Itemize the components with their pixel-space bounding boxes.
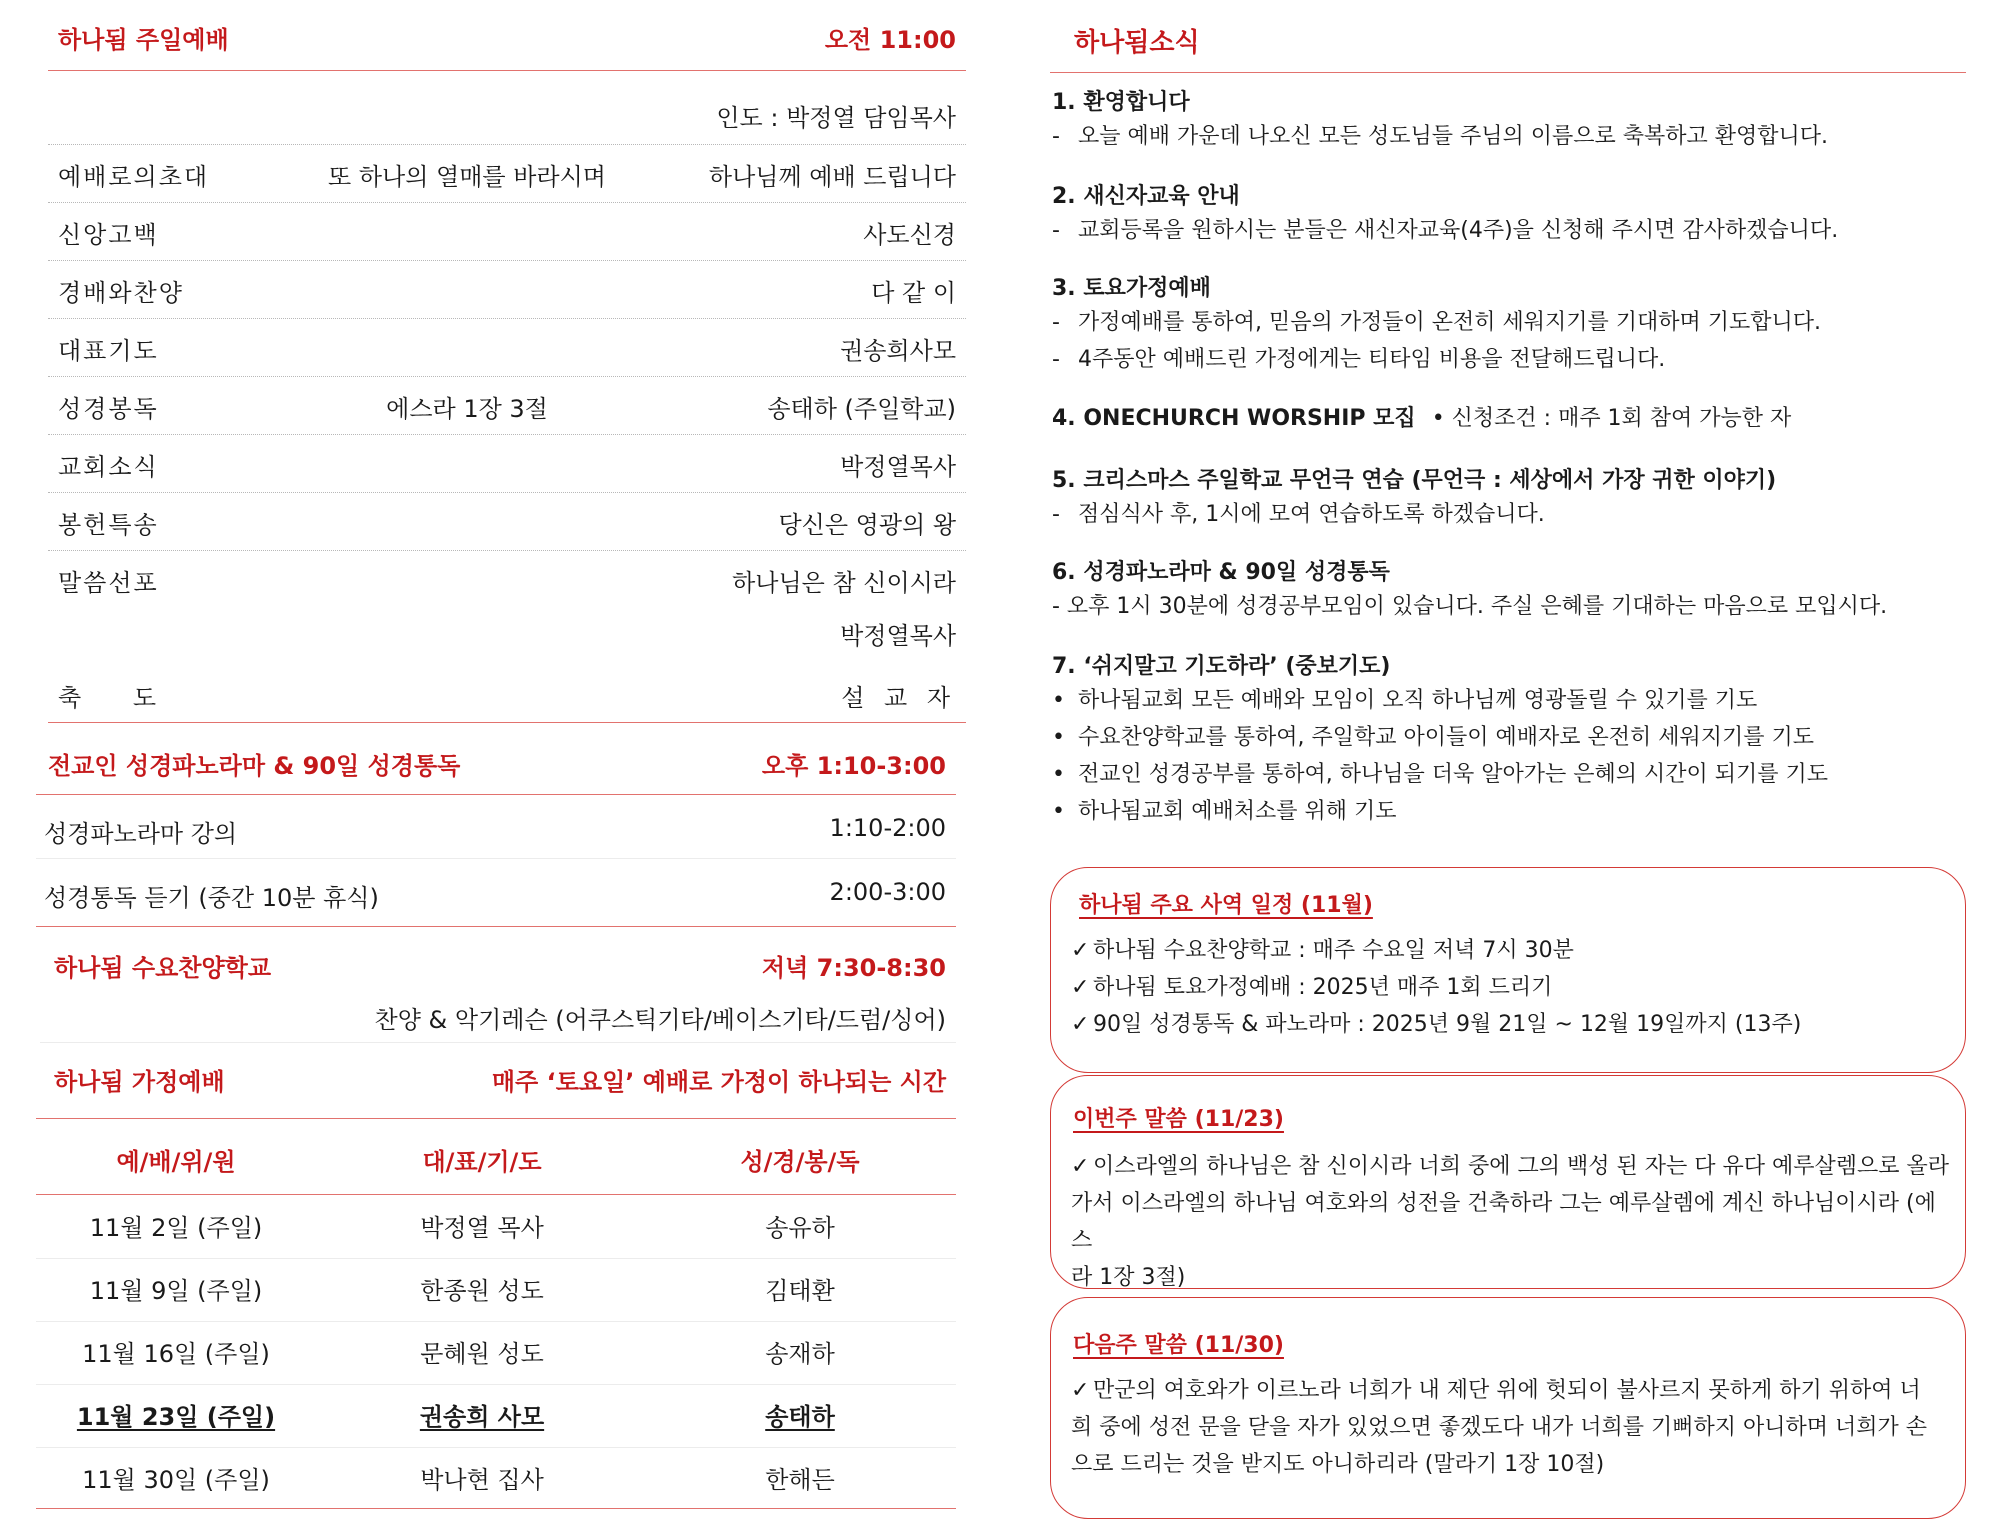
panorama-reading-time: 2:00-3:00	[829, 878, 946, 906]
news-item-heading	[1052, 88, 1952, 118]
news-item-text: 수요찬양학교를 통하여, 주일학교 아이들이 예배자로 온전히 세워지기를 기도	[1078, 725, 1815, 750]
worship-row-label: 신앙고백	[58, 220, 159, 249]
divider	[48, 376, 966, 377]
this-week-word-text	[1071, 1148, 1951, 1296]
family-row-reading: 송태하	[765, 1403, 835, 1431]
schedule-box-text: 90일 성경통독 & 파노라마 : 2025년 9월 21일 ~ 12월 19일까지 (13주)	[1093, 1012, 1802, 1037]
news-item	[1052, 466, 1952, 533]
schedule-box-line	[1071, 932, 1801, 969]
family-worship-title: 하나됨 가정예배	[54, 1068, 225, 1096]
news-item	[1052, 404, 1952, 434]
worship-row	[58, 154, 956, 194]
family-row-reading: 한해든	[765, 1466, 835, 1494]
news-item-heading-text: 7. ‘쉬지말고 기도하라’ (중보기도)	[1052, 654, 1391, 679]
news-item-text: 전교인 성경공부를 통하여, 하나님을 더욱 알아가는 은혜의 시간이 되기를 기도	[1078, 762, 1828, 787]
news-item-heading	[1052, 652, 1952, 682]
divider	[48, 144, 966, 145]
worship-row-leader: 하나님께 예배 드립니다	[708, 162, 956, 191]
divider	[48, 550, 966, 551]
sunday-service-title: 하나됨 주일예배	[58, 26, 229, 54]
next-week-word-text	[1071, 1372, 1951, 1483]
wednesday-description: 찬양 & 악기레슨 (어쿠스틱기타/베이스기타/드럼/싱어)	[374, 1006, 946, 1034]
divider	[36, 1194, 956, 1195]
news-item-heading	[1052, 558, 1952, 588]
this-week-line	[1071, 1148, 1951, 1185]
next-week-text: 으로 드리는 것을 받지도 아니하리라 (말라기 1장 10절)	[1071, 1452, 1605, 1477]
news-item-heading-text: 6. 성경파노라마 & 90일 성경통독	[1052, 560, 1390, 585]
worship-row-label: 성경봉독	[58, 394, 159, 423]
worship-row-leader: 당신은 영광의 왕	[778, 510, 956, 539]
worship-row-leader: 하나님은 참 신이시라	[732, 568, 956, 597]
divider	[48, 202, 966, 203]
worship-row	[58, 212, 956, 252]
news-item-text: 하나됨교회 예배처소를 위해 기도	[1078, 799, 1397, 824]
news-item-heading-text: 3. 토요가정예배	[1052, 276, 1211, 301]
panorama-lecture-time: 1:10-2:00	[829, 814, 946, 842]
schedule-box-line	[1071, 969, 1801, 1006]
this-week-line	[1071, 1259, 1951, 1296]
news-item-line	[1052, 588, 1952, 625]
next-week-text: 희 중에 성전 문을 닫을 자가 있었으면 좋겠도다 내가 너희를 기뻐하지 아니하며 너희가 손	[1071, 1415, 1927, 1440]
column-header-worship-committee: 예/배/위/원	[116, 1148, 236, 1176]
news-item-line	[1052, 212, 1952, 249]
family-row-date: 11월 9일 (주일)	[89, 1277, 263, 1305]
worship-row-label: 봉헌특송	[58, 510, 159, 539]
news-item-marker: •	[1052, 799, 1065, 824]
sunday-service-time: 오전 11:00	[824, 26, 956, 54]
news-item-heading-text: 2. 새신자교육 안내	[1052, 184, 1240, 209]
check-icon: ✓	[1071, 938, 1090, 963]
service-leader: 인도 : 박정열 담임목사	[716, 104, 956, 132]
news-item-text: - 오후 1시 30분에 성경공부모임이 있습니다. 주실 은혜를 기대하는 마음으로 모입시다.	[1052, 594, 1888, 619]
next-week-line	[1071, 1409, 1951, 1446]
next-week-word-box	[1050, 1297, 1966, 1519]
family-row-prayer: 문혜원 성도	[420, 1340, 544, 1368]
worship-row	[58, 444, 956, 484]
worship-row-label: 대표기도	[58, 336, 159, 365]
worship-row-label: 경배와찬양	[58, 278, 184, 307]
this-week-line	[1071, 1185, 1951, 1259]
divider	[48, 260, 966, 261]
news-item-heading	[1052, 404, 1952, 434]
news-item-line	[1052, 793, 1952, 830]
family-row-reading: 김태환	[765, 1277, 835, 1305]
panorama-time: 오후 1:10-3:00	[761, 752, 946, 780]
panorama-lecture-label: 성경파노라마 강의	[44, 820, 238, 848]
column-header-prayer: 대/표/기/도	[422, 1148, 542, 1176]
wednesday-title: 하나됨 수요찬양학교	[54, 954, 272, 982]
worship-row-leader: 박정열목사	[840, 452, 956, 481]
news-item	[1052, 88, 1952, 155]
divider	[40, 1042, 956, 1043]
news-item-line	[1052, 719, 1952, 756]
news-item-text: 오늘 예배 가운데 나오신 모든 성도님들 주님의 이름으로 축복하고 환영합니다.	[1078, 124, 1828, 149]
worship-row	[58, 386, 956, 426]
next-week-word-title: 다음주 말씀 (11/30)	[1073, 1333, 1284, 1358]
family-row-date: 11월 23일 (주일)	[76, 1403, 276, 1431]
next-week-line	[1071, 1446, 1951, 1483]
news-item-heading	[1052, 182, 1952, 212]
panorama-reading-label: 성경통독 듣기 (중간 10분 휴식)	[44, 884, 379, 912]
family-row-prayer: 권송희 사모	[419, 1403, 545, 1431]
family-row-prayer: 박정열 목사	[420, 1214, 544, 1242]
check-icon: ✓	[1071, 975, 1090, 1000]
next-week-line	[1071, 1372, 1951, 1409]
worship-row-detail: 또 하나의 열매를 바라시며	[328, 162, 606, 191]
news-item-marker: -	[1052, 124, 1060, 149]
this-week-text: 라 1장 3절)	[1071, 1265, 1186, 1290]
divider	[36, 1447, 956, 1448]
panorama-title: 전교인 성경파노라마 & 90일 성경통독	[48, 752, 461, 780]
family-row-prayer: 한종원 성도	[420, 1277, 544, 1305]
next-week-text: 만군의 여호와가 이르노라 너희가 내 제단 위에 헛되이 불사르지 못하게 하기 위하여 너	[1093, 1378, 1921, 1403]
divider	[36, 1258, 956, 1259]
divider	[48, 318, 966, 319]
news-item-marker: -	[1052, 502, 1060, 527]
benediction-leader: 설 교 자	[841, 684, 956, 712]
divider	[36, 1384, 956, 1385]
sermon-preacher: 박정열목사	[840, 622, 956, 650]
news-item-heading-text: 1. 환영합니다	[1052, 90, 1190, 115]
divider	[36, 926, 956, 927]
check-icon: ✓	[1071, 1378, 1090, 1403]
benediction-label: 축 도	[58, 684, 158, 712]
divider	[48, 70, 966, 71]
news-item-marker: -	[1052, 310, 1060, 335]
schedule-box-line	[1071, 1006, 1801, 1043]
divider	[36, 794, 956, 795]
news-item-heading-text: 4. ONECHURCH WORSHIP 모집	[1052, 406, 1416, 431]
news-item-marker: •	[1052, 688, 1065, 713]
family-worship-subtitle: 매주 ‘토요일’ 예배로 가정이 하나되는 시간	[491, 1068, 946, 1096]
worship-row-label: 교회소식	[58, 452, 159, 481]
news-item-text: 점심식사 후, 1시에 모여 연습하도록 하겠습니다.	[1078, 502, 1545, 527]
column-header-reading: 성/경/봉/독	[740, 1148, 860, 1176]
divider	[48, 492, 966, 493]
worship-row-label: 예배로의초대	[58, 162, 210, 191]
news-item	[1052, 274, 1952, 378]
divider	[1050, 72, 1966, 73]
family-row-reading: 송재하	[765, 1340, 835, 1368]
news-item-text: 가정예배를 통하여, 믿음의 가정들이 온전히 세워지기를 기대하며 기도합니다.	[1078, 310, 1822, 335]
worship-row-label: 말씀선포	[58, 568, 159, 597]
news-item-text: 4주동안 예배드린 가정에게는 티타임 비용을 전달해드립니다.	[1078, 347, 1666, 372]
news-item-text: 교회등록을 원하시는 분들은 새신자교육(4주)을 신청해 주시면 감사하겠습니다.	[1078, 218, 1839, 243]
ministry-schedule-title: 하나됨 주요 사역 일정 (11월)	[1079, 893, 1373, 918]
this-week-text: 이스라엘의 하나님은 참 신이시라 너희 중에 그의 백성 된 자는 다 유다 예루살렘으로 올라	[1093, 1154, 1949, 1179]
divider	[36, 1508, 956, 1509]
divider	[36, 1321, 956, 1322]
this-week-word-title: 이번주 말씀 (11/23)	[1073, 1107, 1284, 1132]
news-item-line	[1052, 341, 1952, 378]
family-row-date: 11월 16일 (주일)	[82, 1340, 270, 1368]
news-item-text: 하나됨교회 모든 예배와 모임이 오직 하나님께 영광돌릴 수 있기를 기도	[1078, 688, 1758, 713]
family-row-reading: 송유하	[765, 1214, 835, 1242]
news-title: 하나됨소식	[1074, 28, 1200, 58]
news-item-marker: •	[1052, 725, 1065, 750]
divider	[48, 434, 966, 435]
check-icon: ✓	[1071, 1154, 1090, 1179]
news-item-marker: -	[1052, 347, 1060, 372]
news-item-line	[1052, 304, 1952, 341]
worship-row-leader: 송태하 (주일학교)	[767, 394, 956, 423]
worship-row-leader: 다 같 이	[871, 278, 956, 307]
this-week-text: 가서 이스라엘의 하나님 여호와의 성전을 건축하라 그는 예루살렘에 계신 하나님이시라 (에스	[1071, 1191, 1936, 1253]
worship-row	[58, 270, 956, 310]
divider	[36, 1118, 956, 1119]
worship-row-leader: 사도신경	[863, 220, 956, 249]
this-week-word-box	[1050, 1075, 1966, 1289]
news-item-heading	[1052, 274, 1952, 304]
news-item	[1052, 558, 1952, 625]
news-item-line	[1052, 682, 1952, 719]
news-item-marker: -	[1052, 218, 1060, 243]
news-item-heading	[1052, 466, 1952, 496]
worship-row	[58, 502, 956, 542]
check-icon: ✓	[1071, 1012, 1090, 1037]
family-row-date: 11월 2일 (주일)	[89, 1214, 263, 1242]
worship-row-detail: 에스라 1장 3절	[386, 394, 548, 423]
schedule-box-text: 하나됨 수요찬양학교 : 매주 수요일 저녁 7시 30분	[1093, 938, 1574, 963]
family-row-date: 11월 30일 (주일)	[82, 1466, 270, 1494]
news-item-line	[1052, 118, 1952, 155]
news-item	[1052, 652, 1952, 830]
news-item-line	[1052, 756, 1952, 793]
news-item-heading-extra: • 신청조건 : 매주 1회 참여 가능한 자	[1431, 406, 1792, 431]
divider	[48, 722, 966, 723]
news-item-marker: •	[1052, 762, 1065, 787]
divider	[36, 858, 956, 859]
schedule-box-text: 하나됨 토요가정예배 : 2025년 매주 1회 드리기	[1093, 975, 1553, 1000]
worship-row-leader: 권송희사모	[840, 336, 956, 365]
wednesday-time: 저녁 7:30-8:30	[761, 954, 946, 982]
news-item-heading-text: 5. 크리스마스 주일학교 무언극 연습 (무언극 : 세상에서 가장 귀한 이야기)	[1052, 468, 1777, 493]
worship-row	[58, 560, 956, 600]
family-row-prayer: 박나현 집사	[420, 1466, 544, 1494]
news-item	[1052, 182, 1952, 249]
ministry-schedule-lines	[1071, 932, 1801, 1043]
news-item-line	[1052, 496, 1952, 533]
worship-row	[58, 328, 956, 368]
ministry-schedule-box	[1050, 867, 1966, 1073]
